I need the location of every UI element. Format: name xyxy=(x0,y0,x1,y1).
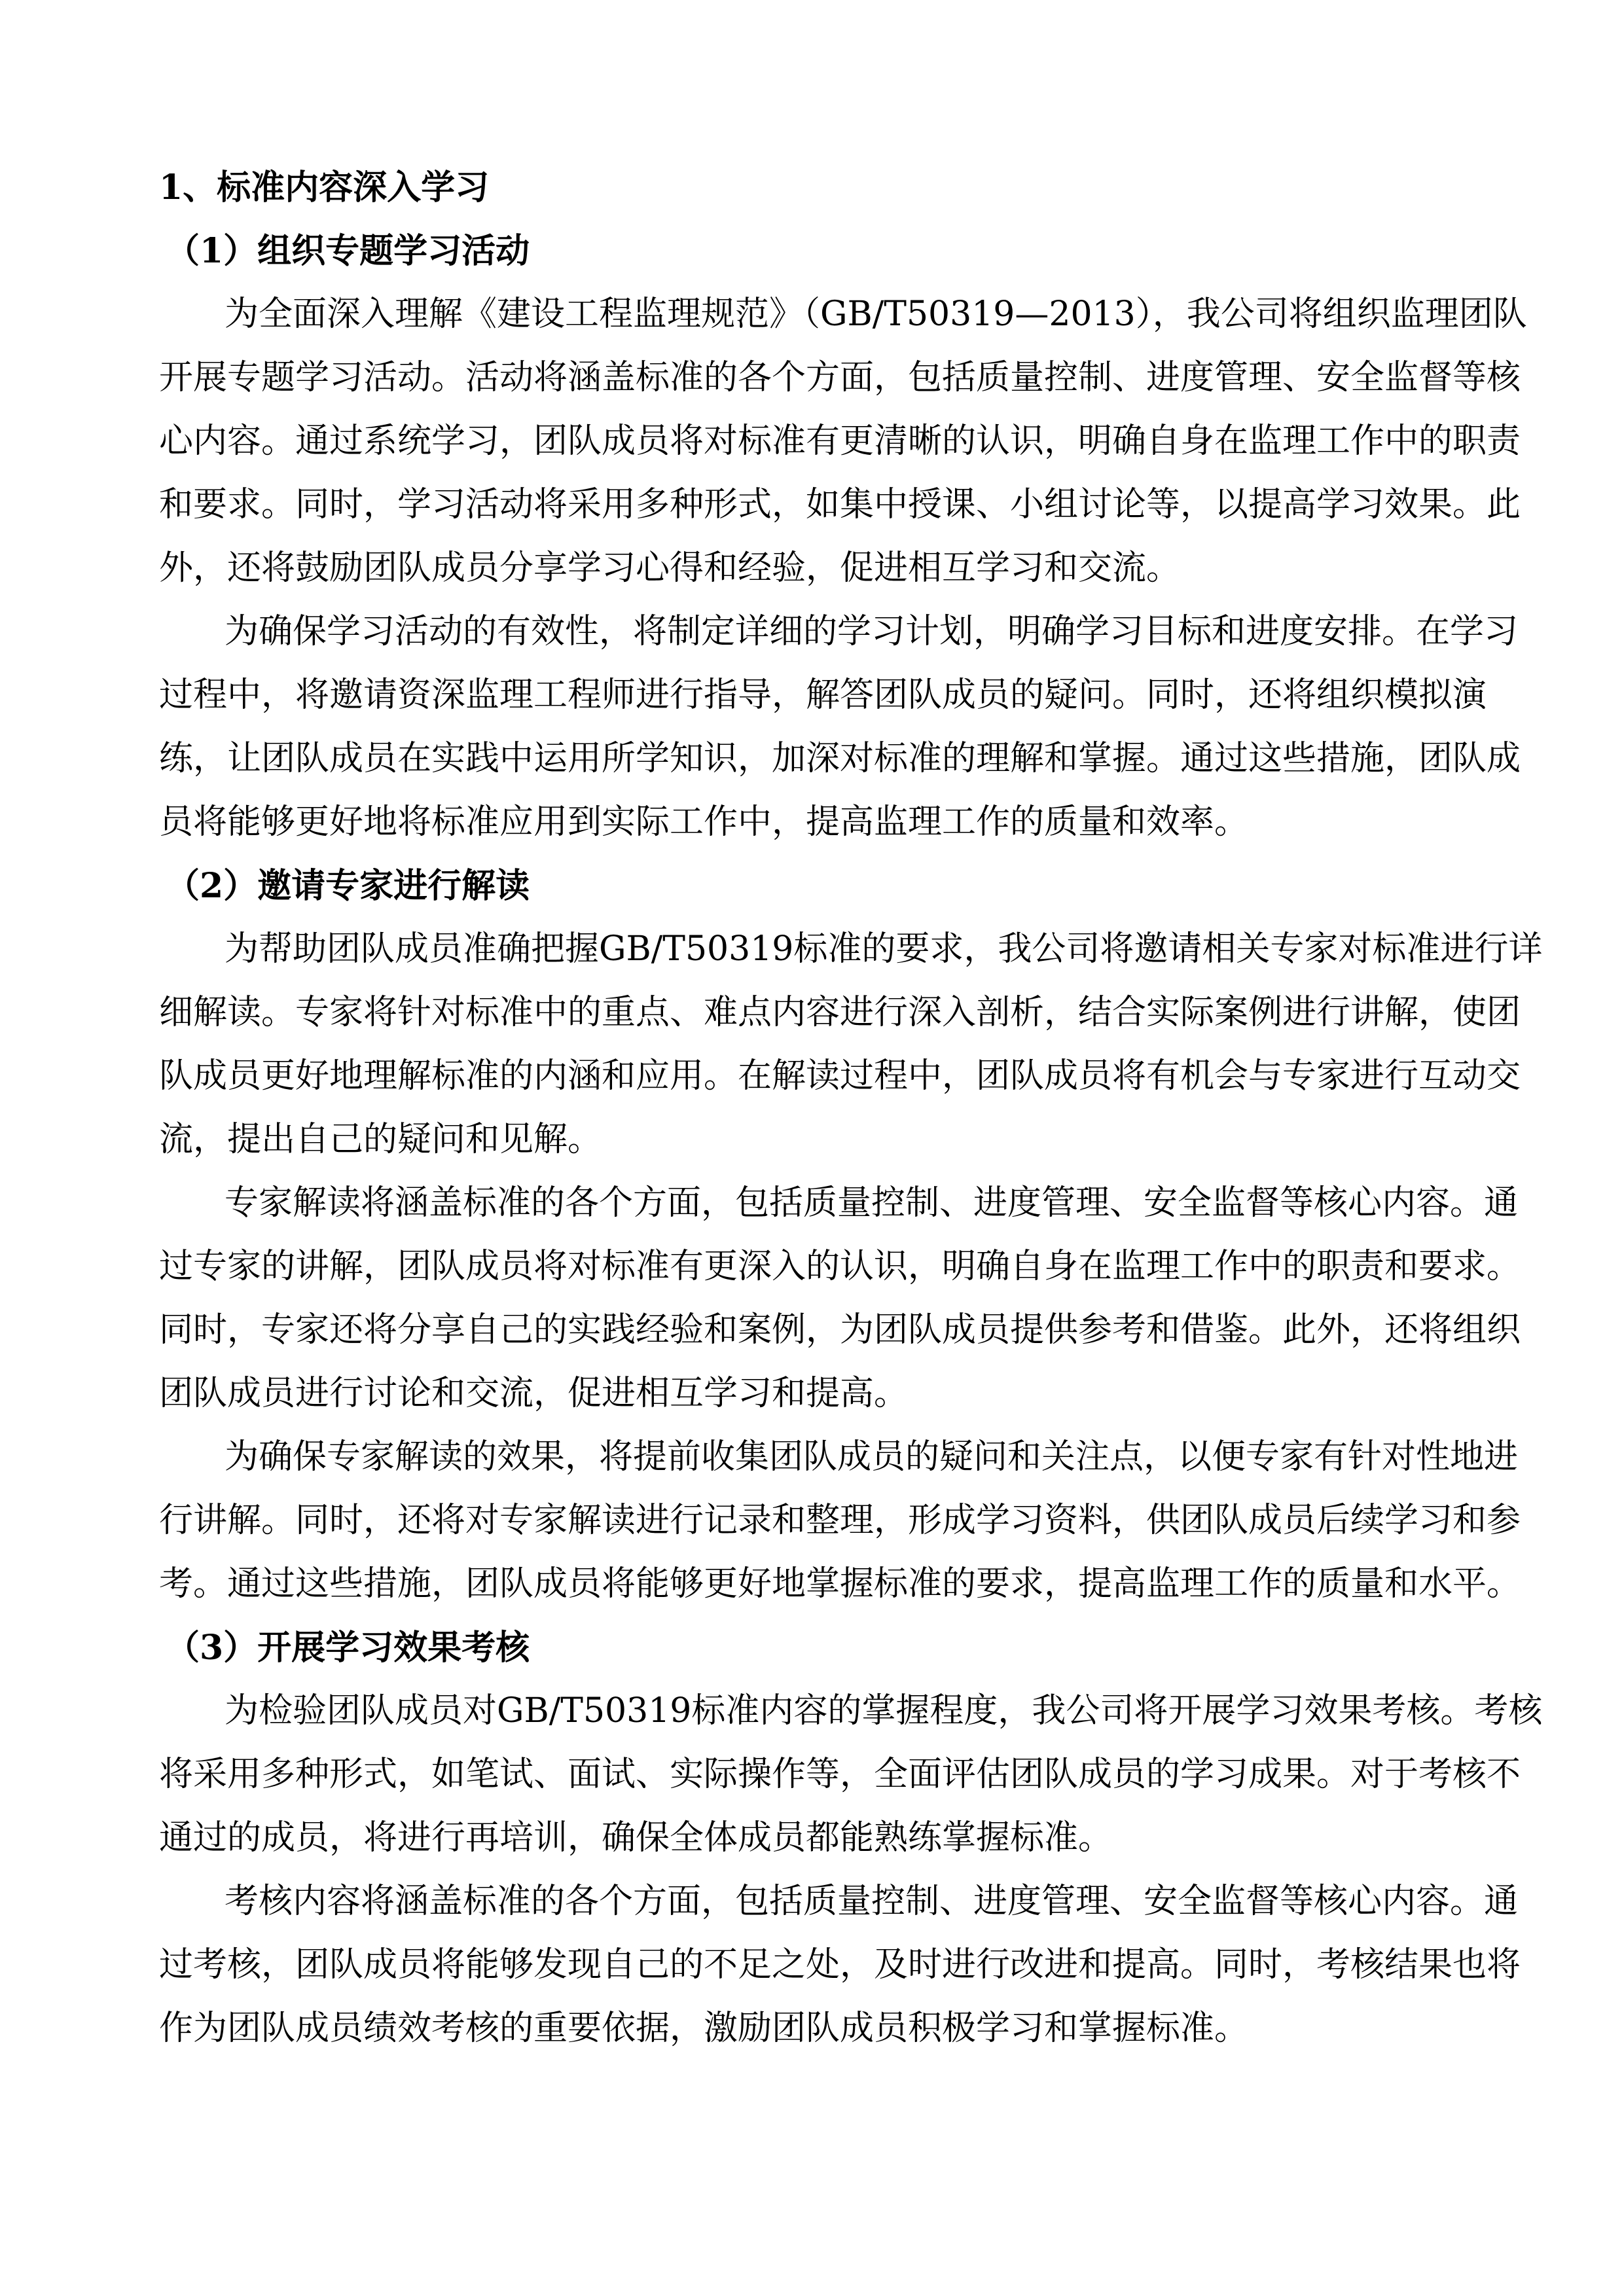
paragraph-line: 流，提出自己的疑问和见解。 xyxy=(159,1120,602,1159)
paragraph-line: 专家解读将涵盖标准的各个方面，包括质量控制、进度管理、安全监督等核心内容。通 xyxy=(225,1183,1519,1223)
paragraph-line: 将采用多种形式，如笔试、面试、实际操作等，全面评估团队成员的学习成果。对于考核不 xyxy=(159,1755,1521,1794)
paragraph-line: 心内容。通过系统学习，团队成员将对标准有更清晰的认识，明确自身在监理工作中的职责 xyxy=(159,422,1521,461)
section-title: 1、标准内容深入学习 xyxy=(159,168,490,207)
paragraph-line: 考核内容将涵盖标准的各个方面，包括质量控制、进度管理、安全监督等核心内容。通 xyxy=(225,1882,1519,1921)
paragraph-line: 练，让团队成员在实践中运用所学知识，加深对标准的理解和掌握。通过这些措施，团队成 xyxy=(159,739,1521,778)
paragraph-line: 作为团队成员绩效考核的重要依据，激励团队成员积极学习和掌握标准。 xyxy=(159,2009,1249,2048)
paragraph-line: 过专家的讲解，团队成员将对标准有更深入的认识，明确自身在监理工作中的职责和要求。 xyxy=(159,1247,1521,1286)
paragraph-line: 团队成员进行讨论和交流，促进相互学习和提高。 xyxy=(159,1374,909,1413)
paragraph-line: 细解读。专家将针对标准中的重点、难点内容进行深入剖析，结合实际案例进行讲解，使团 xyxy=(159,993,1521,1032)
paragraph-line: 开展专题学习活动。活动将涵盖标准的各个方面，包括质量控制、进度管理、安全监督等核 xyxy=(159,358,1521,397)
paragraph-line: 员将能够更好地将标准应用到实际工作中，提高监理工作的质量和效率。 xyxy=(159,802,1249,842)
paragraph-line: 考。通过这些措施，团队成员将能够更好地掌握标准的要求，提高监理工作的质量和水平。 xyxy=(159,1564,1521,1604)
subsection-heading: （3）开展学习效果考核 xyxy=(166,1628,530,1668)
paragraph-line: 外，还将鼓励团队成员分享学习心得和经验，促进相互学习和交流。 xyxy=(159,548,1181,588)
subsection-heading: （1）组织专题学习活动 xyxy=(166,231,530,271)
paragraph-line: 为确保学习活动的有效性，将制定详细的学习计划，明确学习目标和进度安排。在学习 xyxy=(225,612,1519,651)
paragraph-line: 队成员更好地理解标准的内涵和应用。在解读过程中，团队成员将有机会与专家进行互动交 xyxy=(159,1056,1521,1096)
paragraph-line: 为全面深入理解《建设工程监理规范》（GB/T50319—2013），我公司将组织监理团队 xyxy=(225,295,1527,334)
document-body xyxy=(159,156,1543,2060)
paragraph-line: 同时，专家还将分享自己的实践经验和案例，为团队成员提供参考和借鉴。此外，还将组织 xyxy=(159,1310,1521,1350)
subsection-heading: （2）邀请专家进行解读 xyxy=(166,866,530,906)
paragraph-line: 过考核，团队成员将能够发现自己的不足之处，及时进行改进和提高。同时，考核结果也将 xyxy=(159,1945,1521,1984)
paragraph-line: 通过的成员，将进行再培训，确保全体成员都能熟练掌握标准。 xyxy=(159,1818,1113,1857)
paragraph-line: 行讲解。同时，还将对专家解读进行记录和整理，形成学习资料，供团队成员后续学习和参 xyxy=(159,1501,1521,1540)
paragraph-line: 为确保专家解读的效果，将提前收集团队成员的疑问和关注点，以便专家有针对性地进 xyxy=(225,1437,1519,1477)
paragraph-line: 为帮助团队成员准确把握GB/T50319标准的要求，我公司将邀请相关专家对标准进行详 xyxy=(225,929,1543,969)
paragraph-line: 为检验团队成员对GB/T50319标准内容的掌握程度，我公司将开展学习效果考核。考核 xyxy=(225,1691,1543,1731)
paragraph-line: 和要求。同时，学习活动将采用多种形式，如集中授课、小组讨论等，以提高学习效果。此 xyxy=(159,485,1521,524)
paragraph-line: 过程中，将邀请资深监理工程师进行指导，解答团队成员的疑问。同时，还将组织模拟演 xyxy=(159,675,1487,715)
